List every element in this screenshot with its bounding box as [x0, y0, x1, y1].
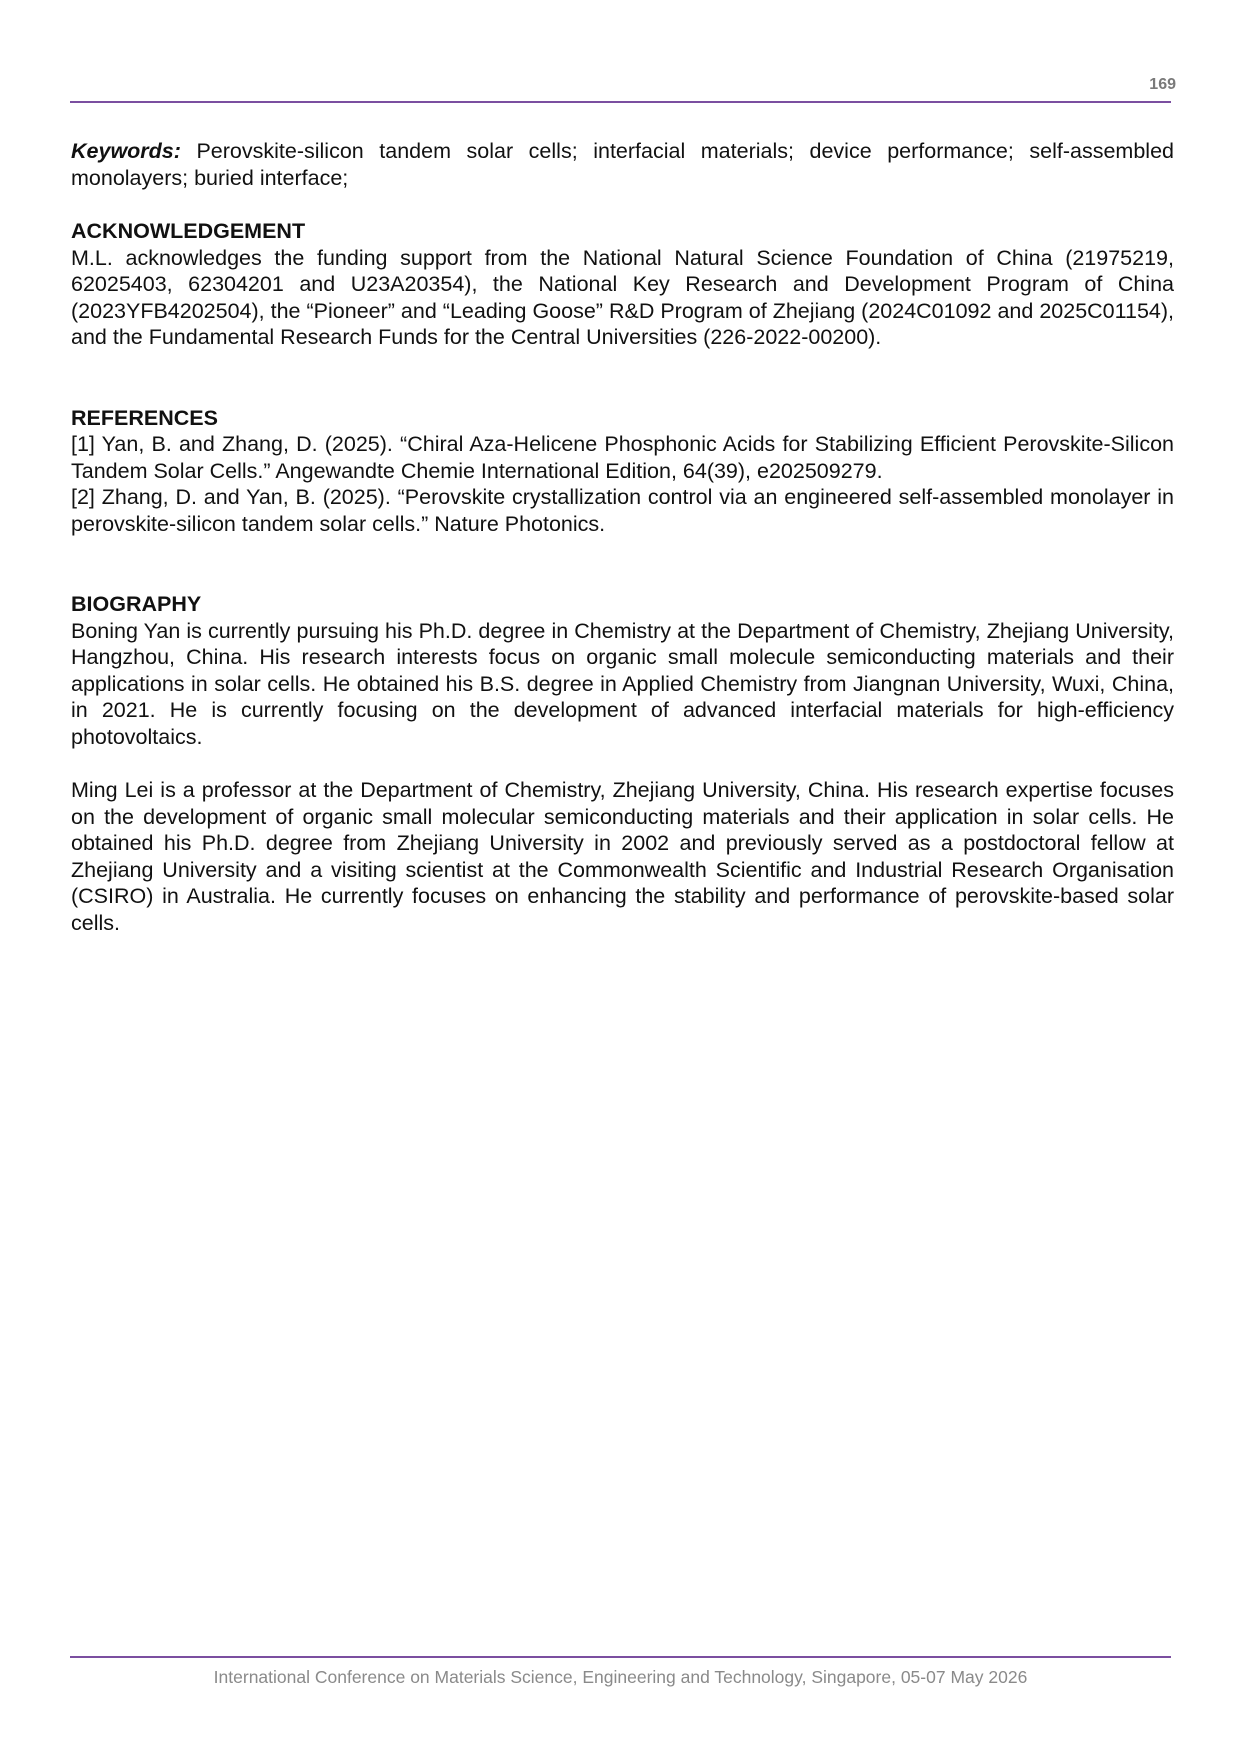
- page-content: [71, 138, 1174, 936]
- page-number: 169: [1149, 76, 1176, 93]
- keywords-paragraph: [71, 138, 1174, 191]
- reference-item: [1] Yan, B. and Zhang, D. (2025). “Chiral Aza-Helicene Phosphonic Acids for Stabilizing Efficient Perovskite-Silicon Tandem Solar Cells.” Angewandte Chemie International Edition, 64(39), e202509279.: [71, 432, 1174, 483]
- acknowledgement-heading: ACKNOWLEDGEMENT: [71, 219, 306, 243]
- reference-item: [2] Zhang, D. and Yan, B. (2025). “Perovskite crystallization control via an engineered self-assembled monolayer in perovskite-silicon tandem solar cells.” Nature Photonics.: [71, 485, 1174, 536]
- biography-heading: BIOGRAPHY: [71, 592, 202, 616]
- keywords-text: Perovskite-silicon tandem solar cells; interfacial materials; device performance; self-assembled monolayers; buried interface;: [71, 139, 1174, 190]
- acknowledgement-text: M.L. acknowledges the funding support from the National Natural Science Foundation of China (21975219, 62025403, 62304201 and U23A20354), the National Key Research and Development Program of China (2023YFB4202504), the “Pioneer” and “Leading Goose” R&D Program of Zhejiang (2024C01092 and 2025C01154), and the Fundamental Research Funds for the Central Universities (226-2022-00200).: [71, 245, 1174, 349]
- biography-paragraph: Boning Yan is currently pursuing his Ph.D. degree in Chemistry at the Department of Chemistry, Zhejiang University, Hangzhou, China. His research interests focus on organic small molecule semiconducting materials and their applications in solar cells. He obtained his B.S. degree in Applied Chemistry from Jiangnan University, Wuxi, China, in 2021. He is currently focusing on the development of advanced interfacial materials for high-efficiency photovoltaics.: [71, 618, 1174, 749]
- footer-rule: [70, 1656, 1171, 1658]
- spacer: [71, 191, 1174, 218]
- spacer: [71, 351, 1174, 405]
- references-heading: REFERENCES: [71, 405, 218, 430]
- spacer: [71, 750, 1174, 777]
- keywords-label: Keywords:: [71, 139, 181, 163]
- header-rule: [70, 101, 1171, 103]
- biography-paragraph: Ming Lei is a professor at the Department of Chemistry, Zhejiang University, China. His research expertise focuses on the development of organic small molecular semiconducting materials and their application in solar cells. He obtained his Ph.D. degree from Zhejiang University in 2002 and previously served as a postdoctoral fellow at Zhejiang University and a visiting scientist at the Commonwealth Scientific and Industrial Research Organisation (CSIRO) in Australia. He currently focuses on enhancing the stability and performance of perovskite-based solar cells.: [71, 778, 1174, 935]
- spacer: [71, 537, 1174, 591]
- footer-text: International Conference on Materials Science, Engineering and Technology, Singapore, 05-07 May 2026: [213, 1667, 1028, 1687]
